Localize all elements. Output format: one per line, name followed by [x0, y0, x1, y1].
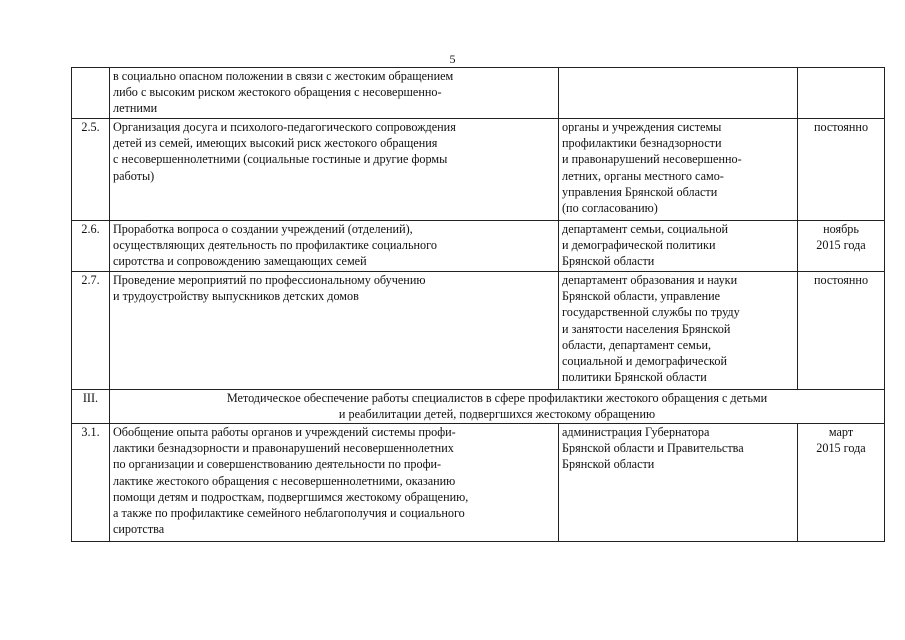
table-row	[72, 68, 885, 119]
activity-cell	[110, 272, 559, 390]
section-title: Методическое обеспечение работы специалистов в сфере профилактики жестокого обращения с детьми и реабилитации детей, подвергшихся жестокому обращению	[226, 391, 768, 422]
action-plan-table	[71, 67, 885, 542]
term-cell	[798, 424, 885, 542]
row-number	[72, 68, 110, 119]
activity-text: Проработка вопроса о создании учреждений (отделений), осуществляющих деятельность по профилактике социального сиротства и сопровождению замещающих семей	[113, 222, 437, 269]
page-number: 5	[449, 52, 456, 66]
activity-text: Организация досуга и психолого-педагогического сопровождения детей из семей, имеющих высокий риск жестокого обращения с несовершеннолетними (социальные гостиные и другие формы работы)	[113, 120, 456, 183]
term-text: постоянно	[813, 120, 869, 134]
executor-text: департамент семьи, социальной и демографической политики Брянской области	[562, 222, 729, 269]
activity-text: Обобщение опыта работы органов и учреждений системы профи- лактики безнадзорности и правонарушений несовершеннолетних по организации и совершенствованию деятельности по профи- лактике жестокого обращения с несовершеннолетними, оказанию помощи детям и подросткам, подвергшимся жестокому обращению, а также по профилактике семейного неблагополучия и социального сиротства	[113, 425, 469, 537]
term-text: постоянно	[813, 273, 869, 287]
executor-text: органы и учреждения системы профилактики безнадзорности и правонарушений несовершенно- летних, органы местного само- управления Брянской области (по согласованию)	[562, 120, 742, 216]
activity-cell	[110, 221, 559, 272]
term-cell	[798, 221, 885, 272]
term-text: март 2015 года	[816, 425, 866, 456]
executor-cell	[559, 272, 798, 390]
executor-text: департамент образования и науки Брянской области, управление государственной службы по труду и занятости населения Брянской области, департамент семьи, социальной и демографической политики Брянской области	[562, 273, 740, 385]
table-row	[72, 272, 885, 390]
table-row	[72, 119, 885, 221]
executor-cell	[559, 119, 798, 221]
table-row	[72, 221, 885, 272]
term-text: ноябрь 2015 года	[816, 222, 866, 253]
executor-text: администрация Губернатора Брянской области и Правительства Брянской области	[562, 425, 744, 472]
activity-text: Проведение мероприятий по профессиональному обучению и трудоустройству выпускников детских домов	[113, 273, 426, 304]
term-cell	[798, 119, 885, 221]
activity-cell	[110, 68, 559, 119]
term-cell	[798, 272, 885, 390]
term-cell	[798, 68, 885, 119]
activity-cell	[110, 119, 559, 221]
executor-cell	[559, 68, 798, 119]
executor-cell	[559, 424, 798, 542]
section-title-cell	[110, 390, 885, 424]
row-number: 3.1.	[72, 424, 110, 542]
row-number: 2.7.	[72, 272, 110, 390]
activity-text: в социально опасном положении в связи с жестоким обращением либо с высоким риском жестокого обращения с несовершенно- летними	[113, 69, 454, 116]
executor-cell	[559, 221, 798, 272]
section-number: III.	[72, 390, 110, 424]
activity-cell	[110, 424, 559, 542]
row-number: 2.5.	[72, 119, 110, 221]
table-row	[72, 424, 885, 542]
section-row	[72, 390, 885, 424]
row-number: 2.6.	[72, 221, 110, 272]
